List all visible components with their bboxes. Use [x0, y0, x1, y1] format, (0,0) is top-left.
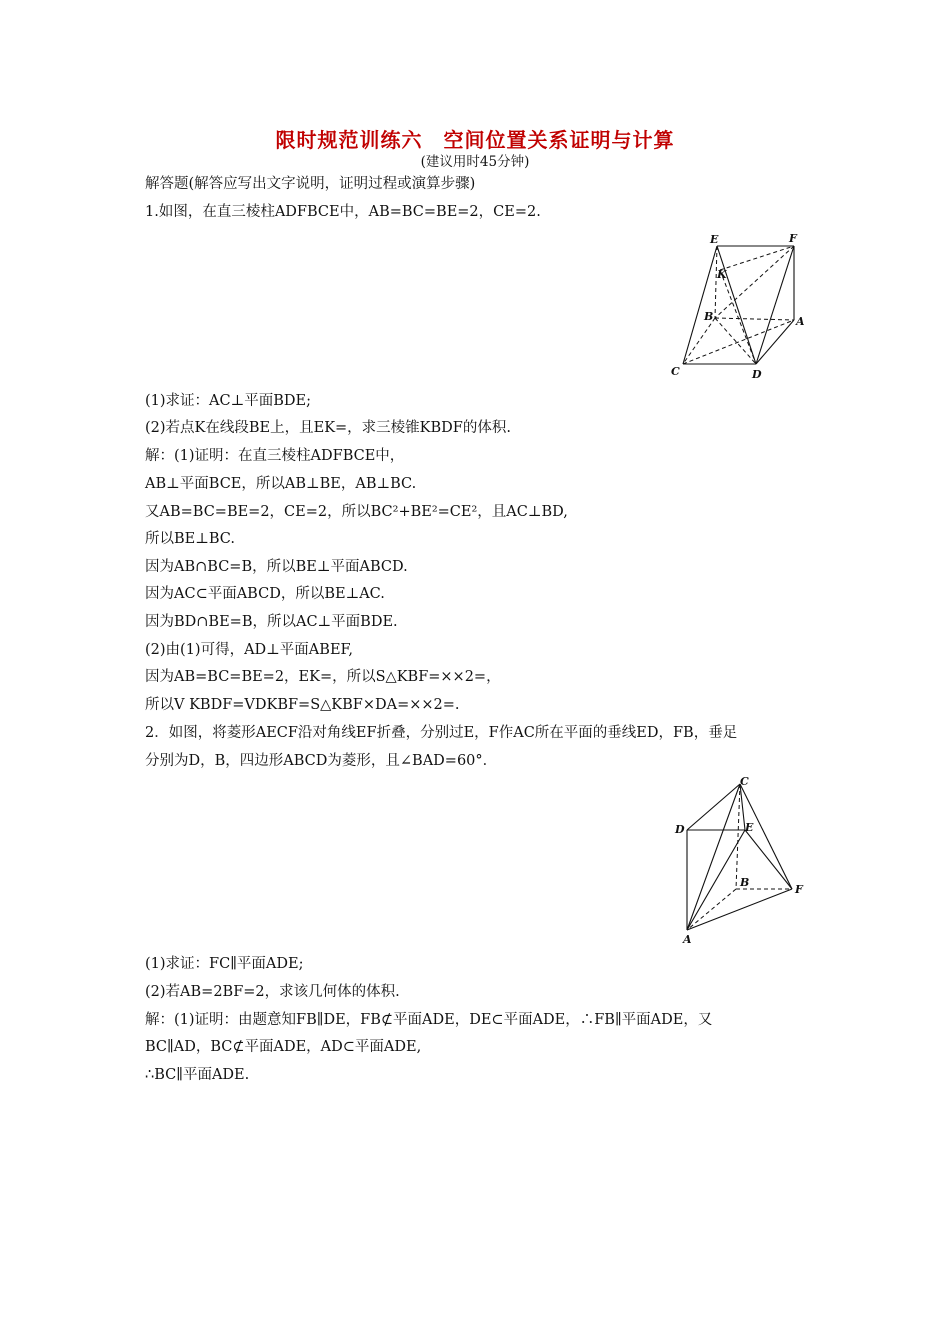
fig1-label-a: A [796, 315, 805, 328]
problem1-question2: (2)若点K在线段BE上，且EK=，求三棱锥KBDF的体积. [145, 420, 511, 436]
problem1-statement: 1.如图，在直三棱柱ADFBCE中，AB=BC=BE=2，CE=2. [145, 204, 541, 220]
problem1-figure [670, 230, 815, 385]
problem1-solution-line: 所以BE⊥BC. [145, 531, 235, 547]
problem1-solution-line: (2)由(1)可得，AD⊥平面ABEF, [145, 642, 353, 658]
fig2-label-f: F [795, 883, 803, 896]
fig1-label-f: F [789, 232, 797, 245]
problem1-solution-line: 因为AB∩BC=B，所以BE⊥平面ABCD. [145, 559, 408, 575]
problem2-solution-line: ∴BC∥平面ADE. [145, 1067, 250, 1083]
problem1-solution-line: 因为BD∩BE=B，所以AC⊥平面BDE. [145, 614, 398, 630]
problem2-figure [670, 775, 815, 950]
fig2-label-a: A [683, 933, 692, 946]
problem1-solution-line: 因为AC⊂平面ABCD，所以BE⊥AC. [145, 586, 385, 602]
fig1-label-b: B [704, 310, 714, 323]
problem2-solution-line: BC∥AD，BC⊄平面ADE，AD⊂平面ADE, [145, 1039, 422, 1055]
problem2-question2: (2)若AB=2BF=2，求该几何体的体积. [145, 984, 400, 1000]
fig1-label-d: D [752, 368, 762, 381]
problem1-solution-line: 又AB=BC=BE=2，CE=2，所以BC²+BE²=CE²，且AC⊥BD, [145, 504, 568, 520]
problem2-solution-line: 解：(1)证明：由题意知FB∥DE，FB⊄平面ADE，DE⊂平面ADE，∴FB∥平面ADE，又 [145, 1012, 713, 1028]
instructions: 解答题(解答应写出文字说明，证明过程或演算步骤) [145, 176, 476, 192]
problem1-solution-line: 解：(1)证明：在直三棱柱ADFBCE中， [145, 448, 405, 464]
problem1-solution-line: 所以V KBDF=VDKBF=S△KBF×DA=××2=. [145, 697, 460, 713]
problem2-statement-line1: 2．如图，将菱形AECF沿对角线EF折叠，分别过E，F作AC所在平面的垂线ED，FB，垂足 [145, 725, 738, 741]
page-title: 限时规范训练六 空间位置关系证明与计算 [275, 128, 675, 152]
fig2-label-d: D [675, 823, 685, 836]
fig1-label-c: C [671, 365, 680, 378]
problem2-statement-line2: 分别为D，B，四边形ABCD为菱形，且∠BAD=60°． [145, 753, 498, 769]
problem1-solution-line: AB⊥平面BCE，所以AB⊥BE，AB⊥BC. [145, 476, 417, 492]
fig1-label-e: E [710, 233, 719, 246]
page-subtitle: (建议用时45分钟) [420, 154, 530, 170]
fig2-label-e: E [745, 821, 754, 834]
problem1-solution-line: 因为AB=BC=BE=2，EK=，所以S△KBF=××2=， [145, 669, 501, 685]
fig1-label-k: K [717, 268, 727, 281]
problem1-question1: (1)求证：AC⊥平面BDE; [145, 393, 311, 409]
problem2-question1: (1)求证：FC∥平面ADE; [145, 956, 304, 972]
fig2-label-b: B [740, 876, 750, 889]
fig2-label-c: C [740, 775, 749, 788]
